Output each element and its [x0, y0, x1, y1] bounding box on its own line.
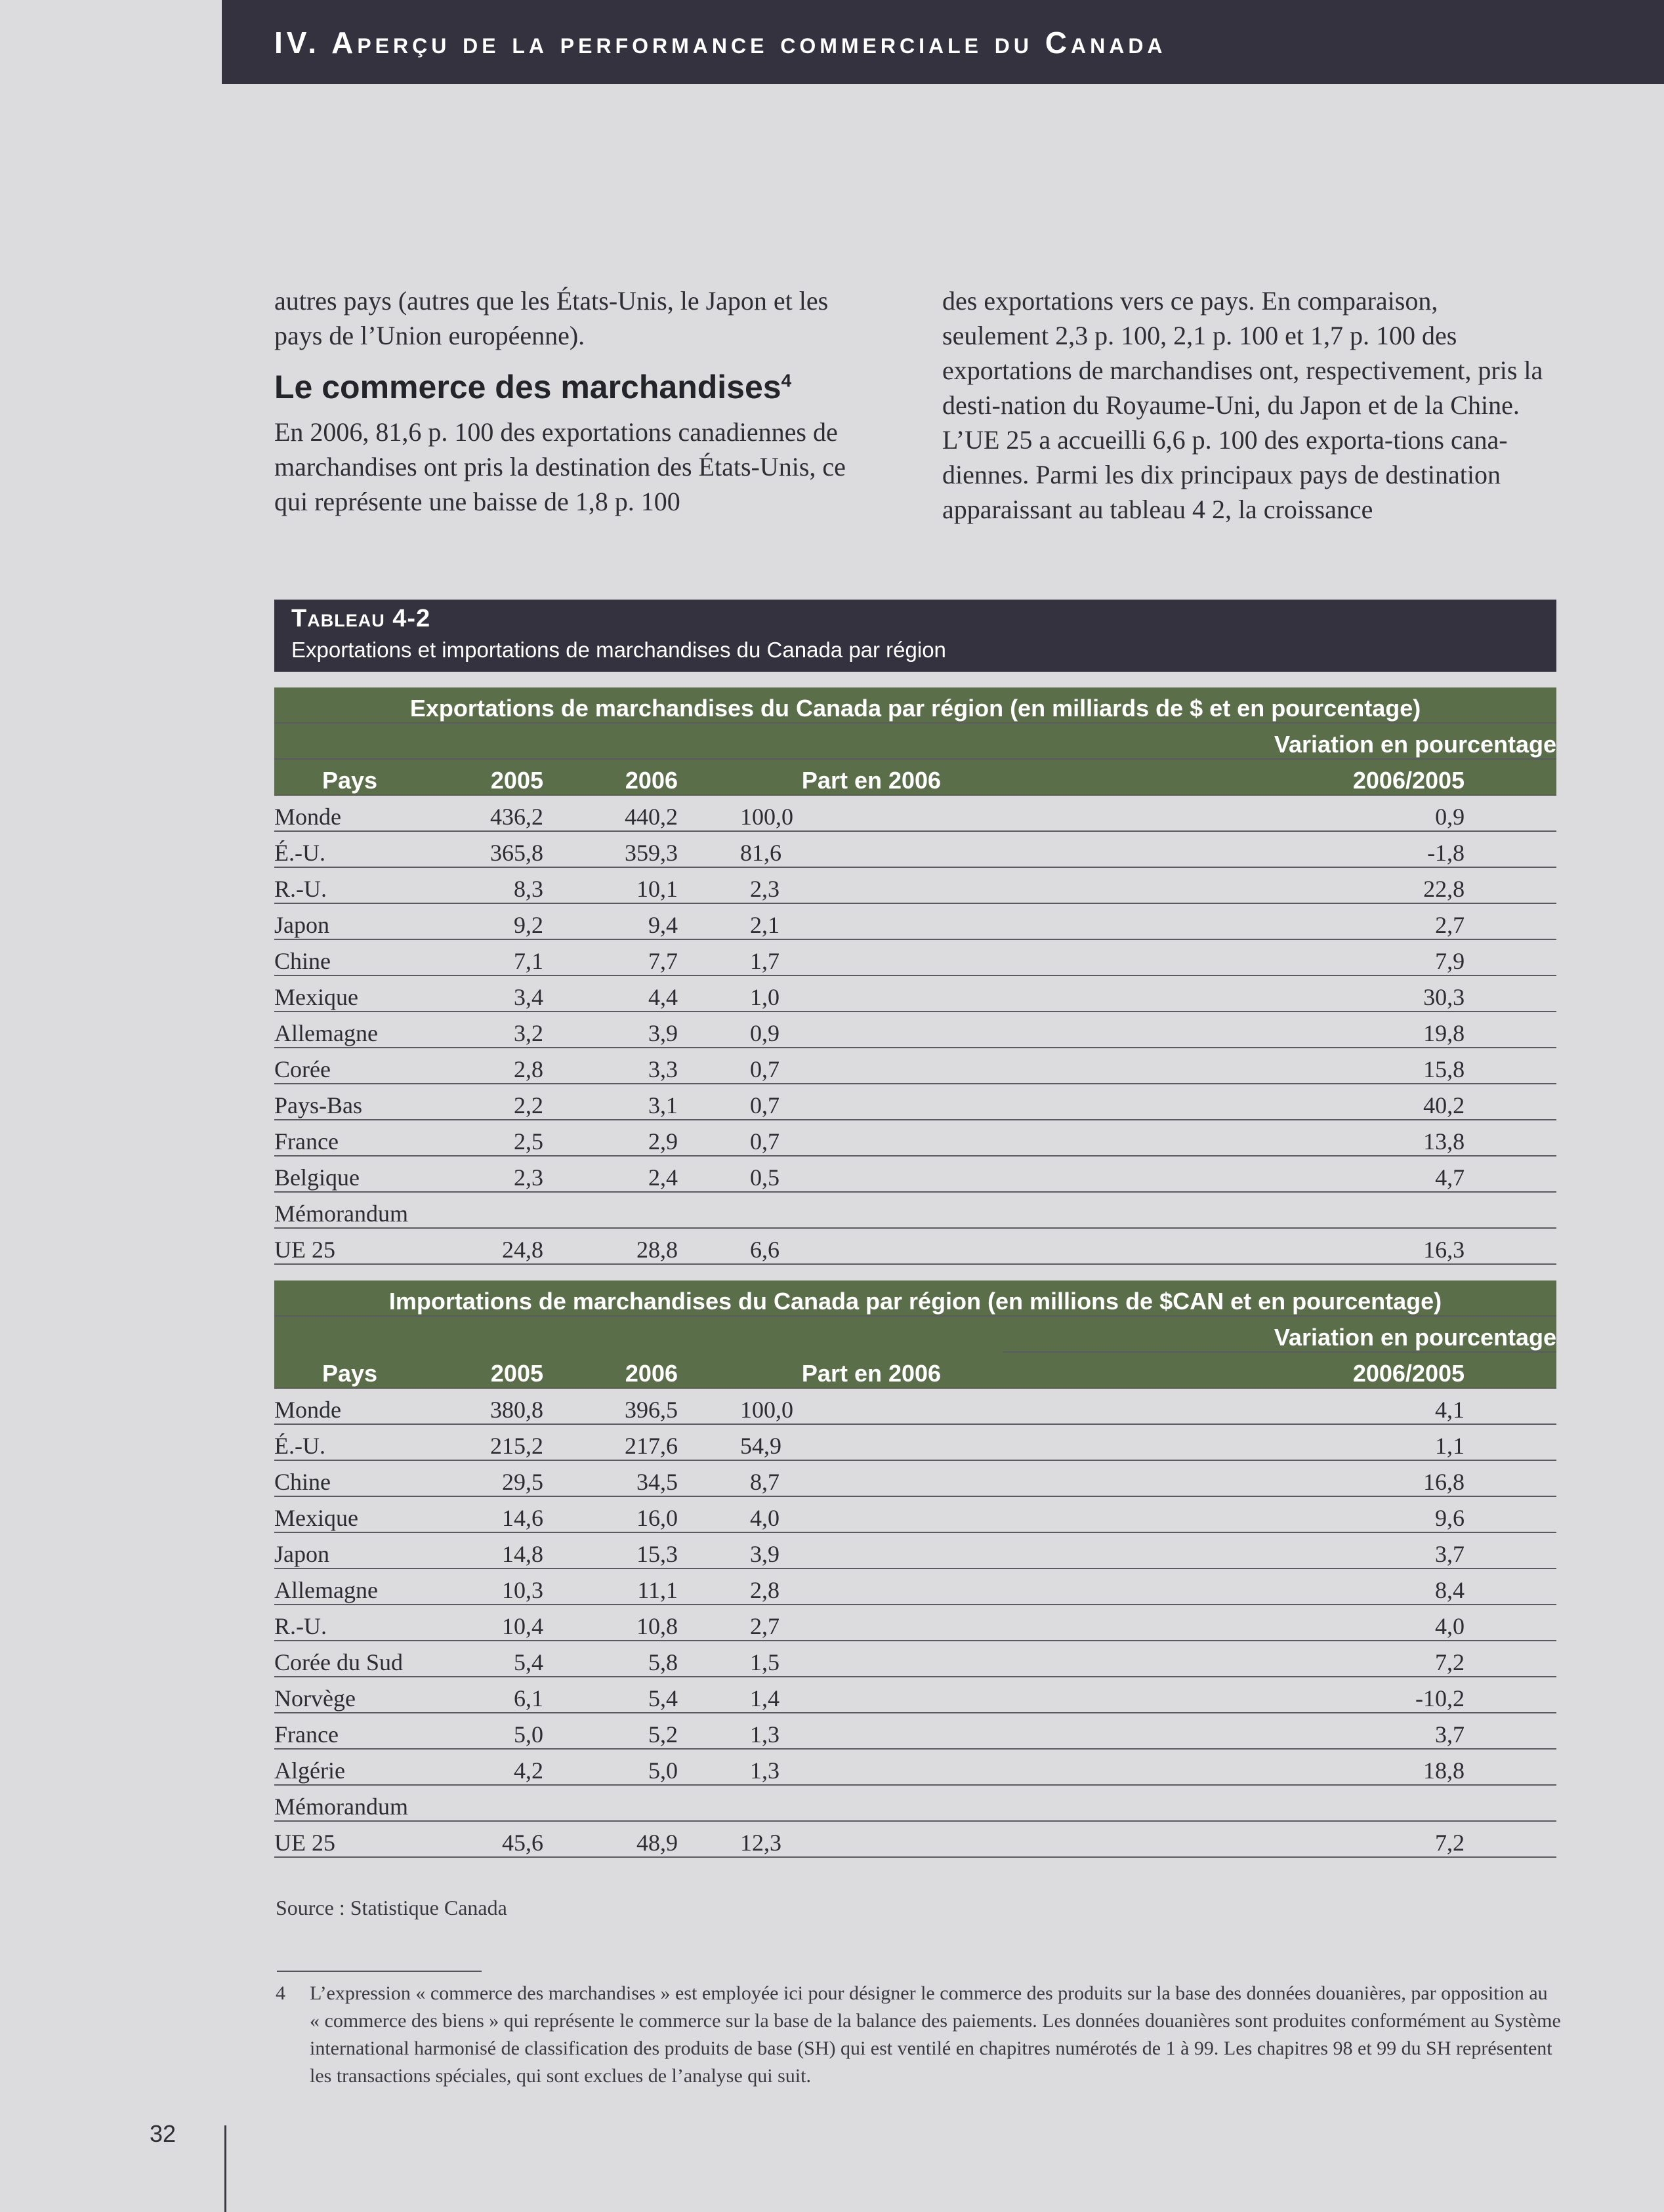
table-source: Source : Statistique Canada: [276, 1896, 507, 1919]
variation-cell: 13,8: [1003, 1120, 1556, 1156]
share-2006-cell: 100,0: [740, 795, 1003, 831]
variation-cell: 30,3: [1003, 975, 1556, 1012]
right-paragraph: des exportations vers ce pays. En comparaison, seulement 2,3 p. 100, 2,1 p. 100 et 1,7 p. 100 des exportations de marchandises ont, respectivement, pris la desti-nation du Royaume-Uni, du Japon et de la Chine. L’UE 25 a accueilli 6,6 p. 100 des exporta-tions cana-diennes. Parmi les dix principaux pays de destination apparaissant au tableau 4 2, la croissance: [942, 286, 1543, 524]
country-cell: Mexique: [274, 1496, 425, 1532]
share-2006-cell: 4,0: [740, 1496, 1003, 1532]
right-text-column: [942, 283, 1546, 527]
share-2006-cell: 1,4: [740, 1677, 1003, 1713]
value-2006-cell: 3,9: [550, 1012, 740, 1048]
country-cell: Monde: [274, 795, 425, 831]
table-row: [274, 1228, 1556, 1264]
share-2006-cell: 2,7: [740, 1605, 1003, 1641]
share-2006-cell: 0,7: [740, 1120, 1003, 1156]
chapter-title: IV. Aperçu de la performance commerciale du Canada: [274, 26, 1167, 60]
table-row: [274, 1388, 1556, 1424]
country-cell: Corée: [274, 1048, 425, 1084]
table-row: [274, 1677, 1556, 1713]
variation-cell: 15,8: [1003, 1048, 1556, 1084]
country-cell: Allemagne: [274, 1568, 425, 1605]
value-2005-cell: 10,3: [425, 1568, 550, 1605]
value-2006-cell: 16,0: [550, 1496, 740, 1532]
variation-cell: 3,7: [1003, 1532, 1556, 1568]
value-2005-cell: 2,2: [425, 1084, 550, 1120]
share-2006-cell: 1,3: [740, 1713, 1003, 1749]
value-2006-cell: 15,3: [550, 1532, 740, 1568]
table-row: [274, 1496, 1556, 1532]
table-row: [274, 975, 1556, 1012]
value-2005-cell: 8,3: [425, 867, 550, 903]
value-2006-cell: 3,1: [550, 1084, 740, 1120]
value-2005-cell: 4,2: [425, 1749, 550, 1785]
imports-header-country: Pays: [274, 1316, 425, 1388]
table-banner: [274, 600, 1556, 672]
value-2005-cell: 5,0: [425, 1713, 550, 1749]
share-2006-cell: [740, 1785, 1003, 1821]
share-2006-cell: 81,6: [740, 831, 1003, 867]
share-2006-cell: [740, 1192, 1003, 1228]
table-row: [274, 1785, 1556, 1821]
exports-section-title: Exportations de marchandises du Canada par région (en milliards de $ et en pourcentage): [274, 687, 1556, 723]
value-2006-cell: 3,3: [550, 1048, 740, 1084]
footnote-number: 4: [276, 1982, 285, 2004]
table-subtitle: Exportations et importations de marchandises du Canada par région: [291, 638, 946, 662]
value-2005-cell: 24,8: [425, 1228, 550, 1264]
variation-cell: 18,8: [1003, 1749, 1556, 1785]
share-2006-cell: 12,3: [740, 1821, 1003, 1857]
share-2006-cell: 1,5: [740, 1641, 1003, 1677]
table-row: [274, 1568, 1556, 1605]
imports-header-share: Part en 2006: [740, 1316, 1003, 1388]
value-2005-cell: 14,8: [425, 1532, 550, 1568]
exports-header-row-2: [274, 759, 1556, 795]
value-2005-cell: 9,2: [425, 903, 550, 939]
imports-section-title-row: [274, 1280, 1556, 1316]
value-2006-cell: 359,3: [550, 831, 740, 867]
imports-header-variation-period: 2006/2005: [1003, 1352, 1556, 1388]
variation-cell: [1003, 1785, 1556, 1821]
value-2006-cell: 2,9: [550, 1120, 740, 1156]
share-2006-cell: 100,0: [740, 1388, 1003, 1424]
left-paragraph-2: En 2006, 81,6 p. 100 des exportations canadiennes de marchandises ont pris la destination des États-Unis, ce qui représente une baisse de 1,8 p. 100: [274, 417, 846, 516]
imports-header-variation: Variation en pourcentage: [1003, 1316, 1556, 1352]
variation-cell: 2,7: [1003, 903, 1556, 939]
table-row: [274, 1192, 1556, 1228]
country-cell: Mémorandum: [274, 1192, 425, 1228]
imports-section-title: Importations de marchandises du Canada par région (en millions de $CAN et en pourcentage): [274, 1280, 1556, 1316]
section-heading: [274, 367, 878, 407]
exports-header-2006: 2006: [550, 759, 740, 795]
value-2005-cell: 3,2: [425, 1012, 550, 1048]
value-2005-cell: [425, 1192, 550, 1228]
country-cell: France: [274, 1120, 425, 1156]
value-2005-cell: 2,5: [425, 1120, 550, 1156]
variation-cell: 4,0: [1003, 1605, 1556, 1641]
value-2006-cell: 4,4: [550, 975, 740, 1012]
variation-cell: 9,6: [1003, 1496, 1556, 1532]
share-2006-cell: 3,9: [740, 1532, 1003, 1568]
share-2006-cell: 0,7: [740, 1084, 1003, 1120]
value-2005-cell: 3,4: [425, 975, 550, 1012]
value-2005-cell: 365,8: [425, 831, 550, 867]
country-cell: É.-U.: [274, 1424, 425, 1460]
variation-cell: 8,4: [1003, 1568, 1556, 1605]
share-2006-cell: 2,8: [740, 1568, 1003, 1605]
variation-cell: 7,2: [1003, 1821, 1556, 1857]
value-2006-cell: 10,8: [550, 1605, 740, 1641]
table-row: [274, 1120, 1556, 1156]
left-text-column: [274, 283, 878, 519]
country-cell: France: [274, 1713, 425, 1749]
value-2006-cell: [550, 1785, 740, 1821]
value-2006-cell: 440,2: [550, 795, 740, 831]
table-row: [274, 1532, 1556, 1568]
exports-header-country: Pays: [274, 759, 425, 795]
country-cell: Belgique: [274, 1156, 425, 1192]
exports-table: [274, 687, 1556, 1265]
exports-header-2005: 2005: [425, 759, 550, 795]
value-2006-cell: 5,0: [550, 1749, 740, 1785]
share-2006-cell: 0,5: [740, 1156, 1003, 1192]
share-2006-cell: 0,7: [740, 1048, 1003, 1084]
value-2006-cell: 11,1: [550, 1568, 740, 1605]
imports-header-row-1: [274, 1316, 1556, 1352]
table-row: [274, 1821, 1556, 1857]
value-2006-cell: 5,8: [550, 1641, 740, 1677]
country-cell: UE 25: [274, 1228, 425, 1264]
value-2005-cell: 2,8: [425, 1048, 550, 1084]
value-2006-cell: 28,8: [550, 1228, 740, 1264]
share-2006-cell: 1,3: [740, 1749, 1003, 1785]
value-2005-cell: 436,2: [425, 795, 550, 831]
value-2006-cell: 2,4: [550, 1156, 740, 1192]
variation-cell: 4,1: [1003, 1388, 1556, 1424]
value-2005-cell: 6,1: [425, 1677, 550, 1713]
country-cell: Pays-Bas: [274, 1084, 425, 1120]
table-row: [274, 1084, 1556, 1120]
left-paragraph-1: autres pays (autres que les États-Unis, le Japon et les pays de l’Union européenne).: [274, 286, 829, 350]
country-cell: Norvège: [274, 1677, 425, 1713]
table-row: [274, 795, 1556, 831]
table-row: [274, 1460, 1556, 1496]
table-row: [274, 1012, 1556, 1048]
country-cell: Mexique: [274, 975, 425, 1012]
value-2005-cell: 5,4: [425, 1641, 550, 1677]
exports-header-row-1: [274, 723, 1556, 759]
table-row: [274, 1713, 1556, 1749]
section-heading-text: Le commerce des marchandises: [274, 369, 781, 405]
variation-cell: 16,3: [1003, 1228, 1556, 1264]
value-2005-cell: 2,3: [425, 1156, 550, 1192]
share-2006-cell: 8,7: [740, 1460, 1003, 1496]
value-2006-cell: [550, 1192, 740, 1228]
table-row: [274, 1641, 1556, 1677]
country-cell: Chine: [274, 939, 425, 975]
table-row: [274, 1605, 1556, 1641]
variation-cell: 22,8: [1003, 867, 1556, 903]
page-number: 32: [150, 2120, 177, 2147]
value-2006-cell: 396,5: [550, 1388, 740, 1424]
page-margin-rule: [224, 2125, 226, 2212]
table-row: [274, 1156, 1556, 1192]
table-row: [274, 939, 1556, 975]
variation-cell: 0,9: [1003, 795, 1556, 831]
table-row: [274, 903, 1556, 939]
table-row: [274, 867, 1556, 903]
exports-header-variation: Variation en pourcentage: [1003, 723, 1556, 759]
country-cell: Monde: [274, 1388, 425, 1424]
chapter-header-bar: [222, 0, 1664, 84]
imports-header-2005: 2005: [425, 1316, 550, 1388]
share-2006-cell: 54,9: [740, 1424, 1003, 1460]
value-2006-cell: 217,6: [550, 1424, 740, 1460]
share-2006-cell: 1,0: [740, 975, 1003, 1012]
country-cell: Japon: [274, 1532, 425, 1568]
table-label: Tableau 4-2: [291, 605, 431, 632]
variation-cell: -10,2: [1003, 1677, 1556, 1713]
exports-header-variation-period: 2006/2005: [1003, 759, 1556, 795]
value-2005-cell: 7,1: [425, 939, 550, 975]
variation-cell: 4,7: [1003, 1156, 1556, 1192]
variation-cell: 16,8: [1003, 1460, 1556, 1496]
table-row: [274, 1048, 1556, 1084]
share-2006-cell: 6,6: [740, 1228, 1003, 1264]
value-2005-cell: 14,6: [425, 1496, 550, 1532]
value-2006-cell: 34,5: [550, 1460, 740, 1496]
variation-cell: 40,2: [1003, 1084, 1556, 1120]
country-cell: R.-U.: [274, 1605, 425, 1641]
variation-cell: 19,8: [1003, 1012, 1556, 1048]
table-row: [274, 831, 1556, 867]
value-2005-cell: 45,6: [425, 1821, 550, 1857]
country-cell: É.-U.: [274, 831, 425, 867]
exports-header-share: Part en 2006: [740, 759, 1003, 795]
country-cell: Japon: [274, 903, 425, 939]
value-2005-cell: 29,5: [425, 1460, 550, 1496]
variation-cell: -1,8: [1003, 831, 1556, 867]
country-cell: Algérie: [274, 1749, 425, 1785]
variation-cell: 7,2: [1003, 1641, 1556, 1677]
exports-section-title-row: [274, 687, 1556, 723]
variation-cell: 7,9: [1003, 939, 1556, 975]
value-2006-cell: 5,2: [550, 1713, 740, 1749]
footnote: [276, 1980, 1562, 2090]
value-2006-cell: 7,7: [550, 939, 740, 975]
country-cell: Mémorandum: [274, 1785, 425, 1821]
imports-header-2006: 2006: [550, 1316, 740, 1388]
country-cell: Corée du Sud: [274, 1641, 425, 1677]
table-row: [274, 1424, 1556, 1460]
variation-cell: 1,1: [1003, 1424, 1556, 1460]
variation-cell: 3,7: [1003, 1713, 1556, 1749]
country-cell: Allemagne: [274, 1012, 425, 1048]
table-row: [274, 1749, 1556, 1785]
footnote-text: L’expression « commerce des marchandises » est employée ici pour désigner le commerce des produits sur la base des données douanières, par opposition au « commerce des biens » qui représente le commerce sur la base de la balance des paiements. Les données douanières sont produites conformément au Système international harmonisé de classification des produits de base (SH) qui est ventilé en chapitres numérotés de 1 à 99. Les chapitres 98 et 99 du SH représentent les transactions spéciales, qui sont exclues de l’analyse qui suit.: [310, 1982, 1561, 2087]
share-2006-cell: 1,7: [740, 939, 1003, 975]
country-cell: R.-U.: [274, 867, 425, 903]
country-cell: Chine: [274, 1460, 425, 1496]
country-cell: UE 25: [274, 1821, 425, 1857]
share-2006-cell: 2,1: [740, 903, 1003, 939]
share-2006-cell: 2,3: [740, 867, 1003, 903]
share-2006-cell: 0,9: [740, 1012, 1003, 1048]
value-2006-cell: 5,4: [550, 1677, 740, 1713]
imports-table: [274, 1280, 1556, 1858]
value-2006-cell: 10,1: [550, 867, 740, 903]
variation-cell: [1003, 1192, 1556, 1228]
value-2005-cell: [425, 1785, 550, 1821]
value-2006-cell: 48,9: [550, 1821, 740, 1857]
value-2005-cell: 215,2: [425, 1424, 550, 1460]
footnote-divider: [277, 1971, 482, 1972]
value-2005-cell: 380,8: [425, 1388, 550, 1424]
footnote-ref[interactable]: 4: [781, 370, 792, 391]
value-2006-cell: 9,4: [550, 903, 740, 939]
value-2005-cell: 10,4: [425, 1605, 550, 1641]
